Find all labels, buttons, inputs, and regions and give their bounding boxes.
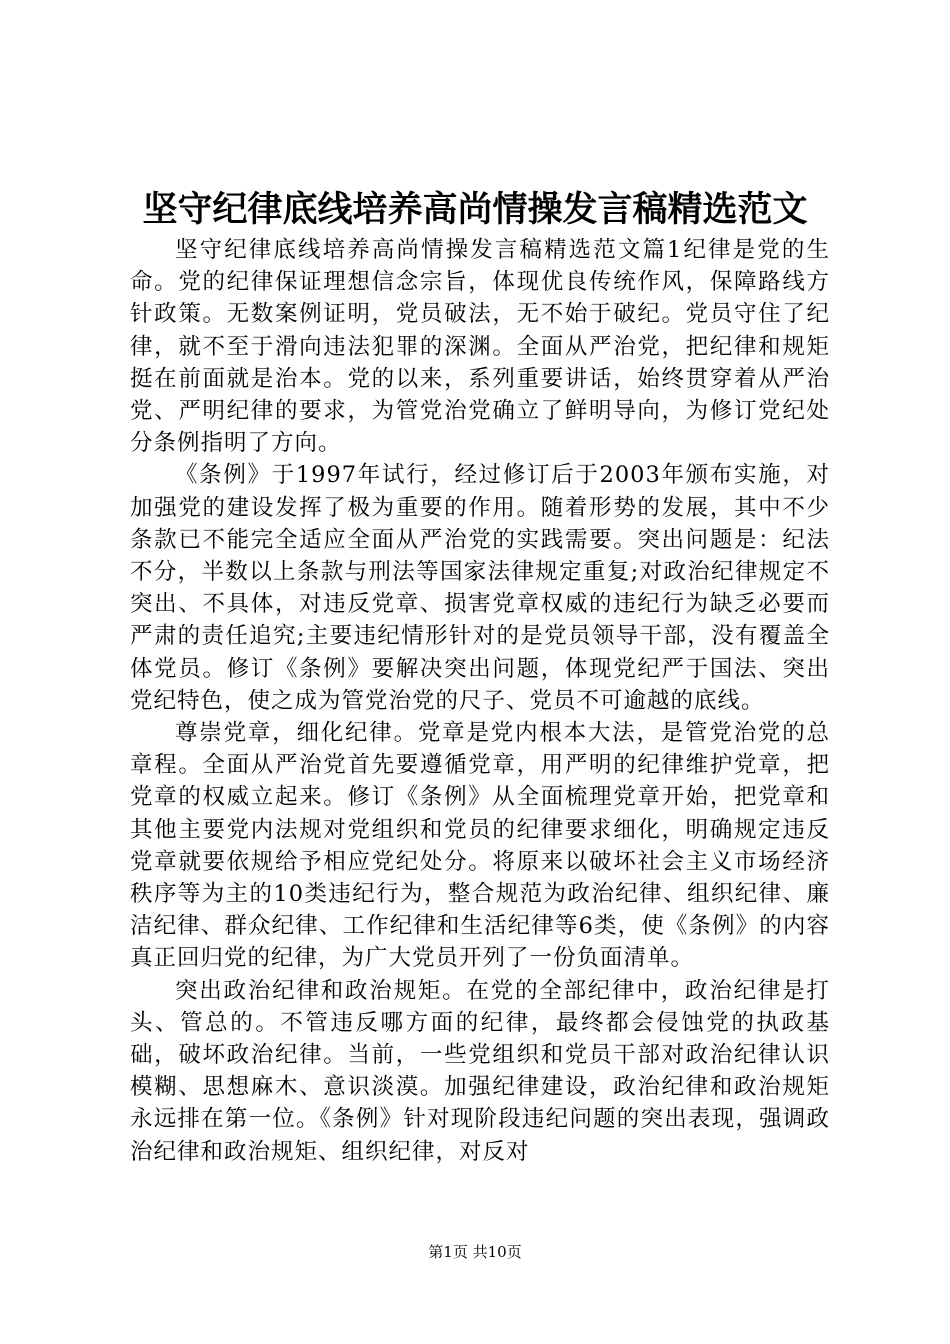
- page-footer: [0, 1242, 950, 1262]
- paragraph: 《条例》于1997年试行，经过修订后于2003年颁布实施，对加强党的建设发挥了极为重要的作用。随着形势的发展，其中不少条款已不能完全适应全面从严治党的实践需要。突出问题是：纪法不分，半数以上条款与刑法等国家法律规定重复;对政治纪律规定不突出、不具体，对违反党章、损害党章权威的违纪行为缺乏必要而严肃的责任追究;主要违纪情形针对的是党员领导干部，没有覆盖全体党员。修订《条例》要解决突出问题，体现党纪严于国法、突出党纪特色，使之成为管党治党的尺子、党员不可逾越的底线。: [130, 462, 830, 714]
- document-title: 坚守纪律底线培养高尚情操发言稿精选范文: [142, 189, 808, 230]
- document-body: [130, 234, 830, 1168]
- paragraph: 尊崇党章，细化纪律。党章是党内根本大法，是管党治党的总章程。全面从严治党首先要遵循党章，用严明的纪律维护党章，把党章的权威立起来。修订《条例》从全面梳理党章开始，把党章和其他主要党内法规对党组织和党员的纪律要求细化，明确规定违反党章就要依规给予相应党纪处分。将原来以破坏社会主义市场经济秩序等为主的10类违纪行为，整合规范为政治纪律、组织纪律、廉洁纪律、群众纪律、工作纪律和生活纪律等6类，使《条例》的内容真正回归党的纪律，为广大党员开列了一份负面清单。: [130, 720, 830, 972]
- paragraph: 坚守纪律底线培养高尚情操发言稿精选范文篇1纪律是党的生命。党的纪律保证理想信念宗旨，体现优良传统作风，保障路线方针政策。无数案例证明，党员破法，无不始于破纪。党员守住了纪律，就不至于滑向违法犯罪的深渊。全面从严治党，把纪律和规矩挺在前面就是治本。党的以来，系列重要讲话，始终贯穿着从严治党、严明纪律的要求，为管党治党确立了鲜明导向，为修订党纪处分条例指明了方向。: [130, 237, 830, 457]
- paragraph: 突出政治纪律和政治规矩。在党的全部纪律中，政治纪律是打头、管总的。不管违反哪方面的纪律，最终都会侵蚀党的执政基础，破坏政治纪律。当前，一些党组织和党员干部对政治纪律认识模糊、思想麻木、意识淡漠。加强纪律建设，政治纪律和政治规矩永远排在第一位。《条例》针对现阶段违纪问题的突出表现，强调政治纪律和政治规矩、组织纪律，对反对: [130, 977, 830, 1165]
- page-number: 第1页 共10页: [428, 1243, 522, 1261]
